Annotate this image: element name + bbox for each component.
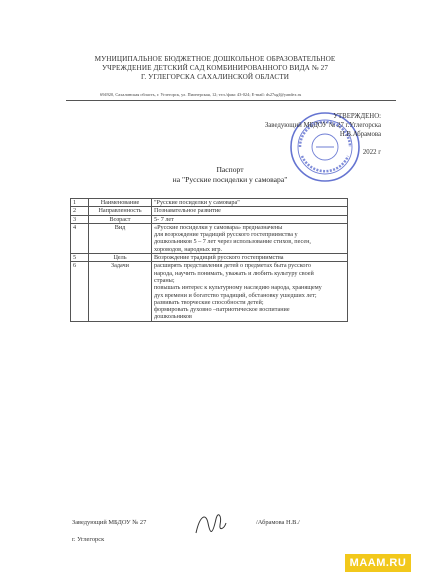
doc-title: Паспорт xyxy=(216,165,244,174)
handwritten-signature xyxy=(190,505,230,545)
table-row xyxy=(71,199,348,207)
maam-watermark-logo[interactable]: MAAM.RU xyxy=(345,554,411,572)
row-number: 3 xyxy=(71,215,89,223)
row-field-value: расширять представления детей о предметах быта русского народа, научить понимать, уважать и любить культуру своей страны; повышать интерес к культурному наследию народа, хранящему дух времени и богатство традиций, обстановку ушедших лет; развивать творческие способности детей; формировать духовно –патриотическое воспитание дошкольников xyxy=(152,262,348,321)
row-number: 4 xyxy=(71,223,89,253)
org-name-line-1: МУНИЦИПАЛЬНОЕ БЮДЖЕТНОЕ ДОШКОЛЬНОЕ ОБРАЗОВАТЕЛЬНОЕ xyxy=(94,55,336,63)
row-field-value: Возрождение традиций русского гостеприимства xyxy=(152,254,348,262)
row-field-name: Наименование xyxy=(89,199,152,207)
passport-table xyxy=(70,198,348,322)
row-field-name: Задачи xyxy=(89,262,152,321)
footer-city: г. Углегорск xyxy=(72,536,105,543)
table-row xyxy=(71,262,348,321)
row-field-value: 5- 7 лет xyxy=(152,215,348,223)
row-field-value: «Русские посиделки у самовара» предназначены для возрождение традиций русского гостеприимства у дошкольников 5 – 7 лет через использование стихов, песен, хороводов, народных игр. xyxy=(152,223,348,253)
table-row xyxy=(71,254,348,262)
row-number: 6 xyxy=(71,262,89,321)
table-row xyxy=(71,207,348,215)
row-field-value: "Русские посиделки у самовара" xyxy=(152,199,348,207)
approval-signer: Н.В.Абрамова xyxy=(339,131,381,138)
row-field-name: Направленность xyxy=(89,207,152,215)
org-name-line-3: Г. УГЛЕГОРСКА САХАЛИНСКОЙ ОБЛАСТИ xyxy=(140,73,290,81)
footer-signer: /Абрамова Н.В./ xyxy=(256,519,300,526)
row-number: 2 xyxy=(71,207,89,215)
approval-year: 2022 г xyxy=(362,149,381,156)
table-row xyxy=(71,215,348,223)
org-address: 694920, Сахалинская область, г. Углегорск, ул. Пионерская, 12; тел./факс 43-024; E-mail: ds27ugl@yandex.ru xyxy=(100,92,302,97)
row-number: 1 xyxy=(71,199,89,207)
approval-position: Заведующий МБДОУ № 27 г.Углегорска xyxy=(264,122,381,129)
row-field-name: Возраст xyxy=(89,215,152,223)
row-number: 5 xyxy=(71,254,89,262)
table-row xyxy=(71,223,348,253)
row-field-value: Познавательное развитие xyxy=(152,207,348,215)
row-field-name: Цель xyxy=(89,254,152,262)
doc-subtitle: на "Русские посиделки у самовара" xyxy=(172,175,288,184)
org-name-line-2: УЧРЕЖДЕНИЕ ДЕТСКИЙ САД КОМБИНИРОВАННОГО ВИДА № 27 xyxy=(101,64,329,72)
row-field-name: Вид xyxy=(89,223,152,253)
footer-position: Заведующий МБДОУ № 27 xyxy=(72,519,147,526)
approval-label: УТВЕРЖДЕНО: xyxy=(333,113,381,120)
header-divider xyxy=(66,100,396,101)
